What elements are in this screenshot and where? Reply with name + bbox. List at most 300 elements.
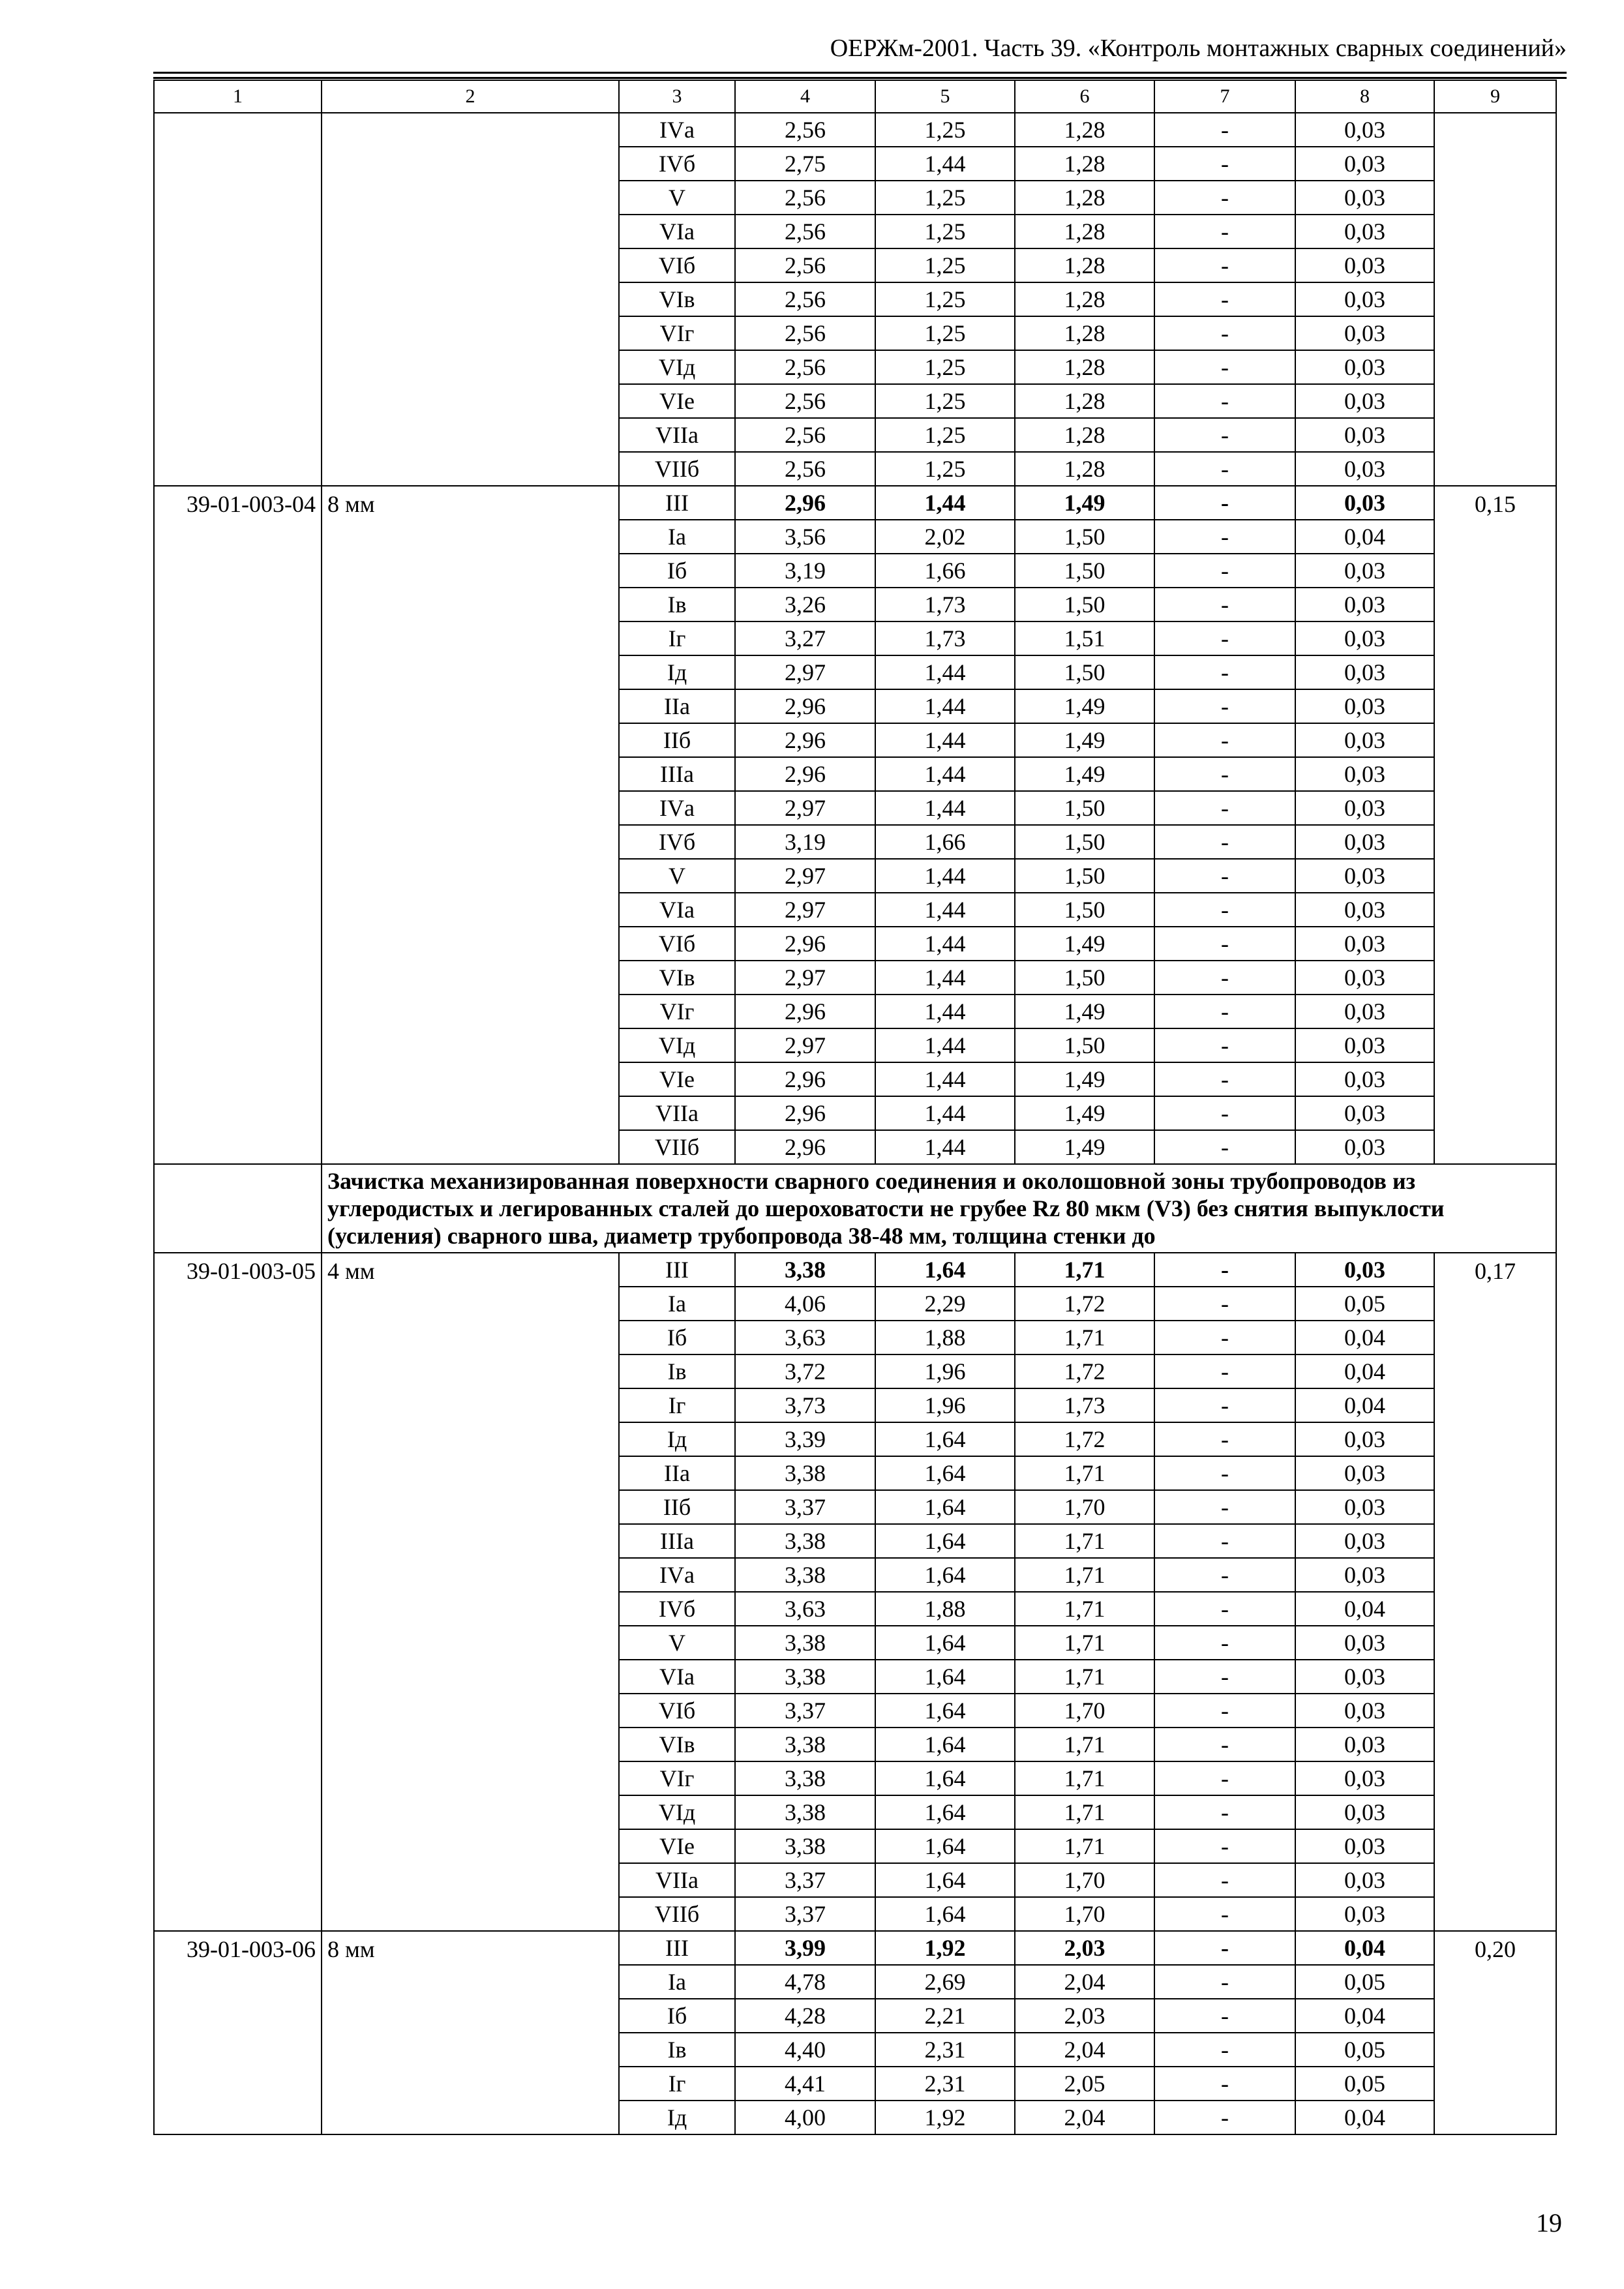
value-cell-col6: 1,50 <box>1015 588 1154 621</box>
column-number: 9 <box>1434 80 1556 113</box>
value-cell-col6: 1,28 <box>1015 147 1154 181</box>
territory-cell: IIа <box>619 689 735 723</box>
value-cell-col6: 1,49 <box>1015 689 1154 723</box>
value-cell-col8: 0,03 <box>1295 418 1434 452</box>
value-cell-col7: - <box>1154 1965 1295 1999</box>
territory-cell: V <box>619 859 735 893</box>
value-cell-col4: 2,96 <box>735 1130 875 1164</box>
value-cell-col5: 1,25 <box>875 282 1015 316</box>
value-cell-col4: 3,38 <box>735 1660 875 1694</box>
value-cell-col4: 3,38 <box>735 1524 875 1558</box>
value-cell-col7: - <box>1154 893 1295 927</box>
value-cell-col4: 2,97 <box>735 791 875 825</box>
value-cell-col8: 0,04 <box>1295 1321 1434 1354</box>
value-cell-col8: 0,05 <box>1295 2067 1434 2101</box>
value-cell-col5: 1,64 <box>875 1626 1015 1660</box>
value-cell-col7: - <box>1154 757 1295 791</box>
territory-cell: Iв <box>619 2033 735 2067</box>
value-cell-col8: 0,03 <box>1295 1062 1434 1096</box>
value-cell-col4: 3,37 <box>735 1490 875 1524</box>
value-cell-col5: 1,64 <box>875 1897 1015 1931</box>
value-cell-col7: - <box>1154 2101 1295 2134</box>
value-cell-col4: 3,26 <box>735 588 875 621</box>
value-cell-col8: 0,03 <box>1295 215 1434 248</box>
territory-cell: VIв <box>619 1728 735 1761</box>
value-cell-col5: 2,31 <box>875 2067 1015 2101</box>
value-cell-col6: 1,70 <box>1015 1897 1154 1931</box>
value-cell-col7: - <box>1154 316 1295 350</box>
value-cell-col5: 1,64 <box>875 1694 1015 1728</box>
value-cell-col4: 3,72 <box>735 1354 875 1388</box>
value-cell-col7: - <box>1154 1592 1295 1626</box>
column-number: 3 <box>619 80 735 113</box>
value-cell-col4: 3,73 <box>735 1388 875 1422</box>
value-cell-col4: 2,97 <box>735 655 875 689</box>
value-cell-col7: - <box>1154 588 1295 621</box>
value-cell-col4: 3,38 <box>735 1829 875 1863</box>
value-cell-col8: 0,05 <box>1295 2033 1434 2067</box>
value-cell-col7: - <box>1154 1456 1295 1490</box>
value-cell-col8: 0,03 <box>1295 147 1434 181</box>
value-cell-col8: 0,03 <box>1295 452 1434 486</box>
value-cell-col6: 1,28 <box>1015 384 1154 418</box>
value-cell-col5: 1,64 <box>875 1253 1015 1287</box>
value-cell-col5: 1,92 <box>875 1931 1015 1965</box>
value-cell-col4: 3,39 <box>735 1422 875 1456</box>
value-cell-col5: 1,25 <box>875 384 1015 418</box>
territory-cell: IIб <box>619 723 735 757</box>
value-cell-col6: 1,71 <box>1015 1558 1154 1592</box>
value-cell-col5: 1,44 <box>875 655 1015 689</box>
value-cell-col8: 0,04 <box>1295 1354 1434 1388</box>
value-cell-col7: - <box>1154 1999 1295 2033</box>
total-value: 0,17 <box>1434 1253 1556 1931</box>
value-cell-col6: 1,71 <box>1015 1626 1154 1660</box>
value-cell-col8: 0,03 <box>1295 1795 1434 1829</box>
territory-cell: VIа <box>619 215 735 248</box>
section-description: Зачистка механизированная поверхности сварного соединения и околошовной зоны трубопроводов из углеродистых и легированных сталей до шероховатости не грубее Rz 80 мкм (V3) без снятия выпуклости (усиления) сварного шва, диаметр трубопровода 38-48 мм, толщина стенки до <box>322 1164 1556 1253</box>
territory-cell: IVа <box>619 1558 735 1592</box>
value-cell-col7: - <box>1154 1863 1295 1897</box>
value-cell-col5: 1,66 <box>875 554 1015 588</box>
value-cell-col5: 1,44 <box>875 757 1015 791</box>
value-cell-col8: 0,03 <box>1295 1694 1434 1728</box>
value-cell-col4: 3,19 <box>735 554 875 588</box>
value-cell-col4: 2,56 <box>735 418 875 452</box>
column-number: 7 <box>1154 80 1295 113</box>
territory-cell: VIIб <box>619 1130 735 1164</box>
value-cell-col4: 3,99 <box>735 1931 875 1965</box>
value-cell-col5: 1,44 <box>875 486 1015 520</box>
value-cell-col8: 0,03 <box>1295 486 1434 520</box>
territory-cell: VIIб <box>619 1897 735 1931</box>
value-cell-col4: 4,78 <box>735 1965 875 1999</box>
value-cell-col7: - <box>1154 452 1295 486</box>
page-header: ОЕРЖм-2001. Часть 39. «Контроль монтажных сварных соединений» <box>830 35 1567 62</box>
value-cell-col8: 0,03 <box>1295 1130 1434 1164</box>
value-cell-col6: 1,28 <box>1015 215 1154 248</box>
value-cell-col8: 0,04 <box>1295 1592 1434 1626</box>
value-cell-col6: 1,50 <box>1015 961 1154 995</box>
value-cell-col4: 2,96 <box>735 927 875 961</box>
value-cell-col5: 1,96 <box>875 1354 1015 1388</box>
value-cell-col5: 1,64 <box>875 1863 1015 1897</box>
value-cell-col6: 2,03 <box>1015 1999 1154 2033</box>
value-cell-col8: 0,03 <box>1295 1829 1434 1863</box>
value-cell-col7: - <box>1154 1694 1295 1728</box>
value-cell-col4: 4,00 <box>735 2101 875 2134</box>
value-cell-col4: 3,38 <box>735 1728 875 1761</box>
territory-cell: V <box>619 181 735 215</box>
value-cell-col8: 0,03 <box>1295 1897 1434 1931</box>
territory-cell: IIб <box>619 1490 735 1524</box>
table-row <box>154 1931 1556 1965</box>
value-cell-col8: 0,03 <box>1295 859 1434 893</box>
value-cell-col4: 2,96 <box>735 995 875 1028</box>
territory-cell: III <box>619 1931 735 1965</box>
territory-cell: IVб <box>619 147 735 181</box>
value-cell-col5: 1,44 <box>875 689 1015 723</box>
value-cell-col6: 1,28 <box>1015 181 1154 215</box>
value-cell-col4: 2,96 <box>735 723 875 757</box>
value-cell-col6: 1,50 <box>1015 893 1154 927</box>
column-number-row <box>154 80 1556 113</box>
value-cell-col8: 0,03 <box>1295 316 1434 350</box>
header-rule-bottom <box>153 77 1567 79</box>
value-cell-col6: 1,28 <box>1015 113 1154 147</box>
territory-cell: VIIа <box>619 1096 735 1130</box>
value-cell-col5: 1,64 <box>875 1829 1015 1863</box>
territory-cell: IVа <box>619 113 735 147</box>
value-cell-col6: 1,50 <box>1015 859 1154 893</box>
value-cell-col5: 1,44 <box>875 1130 1015 1164</box>
value-cell-col7: - <box>1154 147 1295 181</box>
value-cell-col6: 1,28 <box>1015 418 1154 452</box>
column-number: 5 <box>875 80 1015 113</box>
territory-cell: VIв <box>619 961 735 995</box>
value-cell-col5: 1,66 <box>875 825 1015 859</box>
value-cell-col5: 1,44 <box>875 791 1015 825</box>
section-description-row <box>154 1164 1556 1253</box>
table-row <box>154 1253 1556 1287</box>
value-cell-col5: 1,44 <box>875 1096 1015 1130</box>
value-cell-col6: 1,49 <box>1015 1130 1154 1164</box>
value-cell-col8: 0,03 <box>1295 1626 1434 1660</box>
value-cell-col5: 1,64 <box>875 1660 1015 1694</box>
rate-code: 39-01-003-05 <box>154 1253 322 1931</box>
value-cell-col7: - <box>1154 723 1295 757</box>
value-cell-col8: 0,05 <box>1295 1287 1434 1321</box>
value-cell-col5: 1,44 <box>875 893 1015 927</box>
column-number: 8 <box>1295 80 1434 113</box>
value-cell-col6: 1,49 <box>1015 486 1154 520</box>
value-cell-col5: 1,96 <box>875 1388 1015 1422</box>
value-cell-col6: 1,49 <box>1015 723 1154 757</box>
value-cell-col5: 1,25 <box>875 113 1015 147</box>
territory-cell: VIв <box>619 282 735 316</box>
territory-cell: III <box>619 486 735 520</box>
value-cell-col6: 1,71 <box>1015 1524 1154 1558</box>
territory-cell: Iб <box>619 1999 735 2033</box>
value-cell-col7: - <box>1154 215 1295 248</box>
total-value: 0,20 <box>1434 1931 1556 2134</box>
value-cell-col5: 1,64 <box>875 1558 1015 1592</box>
territory-cell: VIд <box>619 350 735 384</box>
value-cell-col6: 1,71 <box>1015 1728 1154 1761</box>
territory-cell: Iа <box>619 520 735 554</box>
territory-cell: VIIб <box>619 452 735 486</box>
value-cell-col5: 2,69 <box>875 1965 1015 1999</box>
value-cell-col5: 1,64 <box>875 1761 1015 1795</box>
value-cell-col6: 1,28 <box>1015 282 1154 316</box>
value-cell-col4: 2,96 <box>735 1062 875 1096</box>
territory-cell: Iг <box>619 621 735 655</box>
value-cell-col5: 2,29 <box>875 1287 1015 1321</box>
value-cell-col6: 1,28 <box>1015 350 1154 384</box>
value-cell-col7: - <box>1154 2067 1295 2101</box>
value-cell-col6: 1,72 <box>1015 1354 1154 1388</box>
value-cell-col4: 3,37 <box>735 1863 875 1897</box>
rate-parameter: 4 мм <box>322 1253 619 1931</box>
value-cell-col8: 0,04 <box>1295 1388 1434 1422</box>
value-cell-col6: 2,03 <box>1015 1931 1154 1965</box>
value-cell-col8: 0,03 <box>1295 927 1434 961</box>
value-cell-col7: - <box>1154 1524 1295 1558</box>
value-cell-col7: - <box>1154 1490 1295 1524</box>
territory-cell: Iг <box>619 2067 735 2101</box>
value-cell-col5: 1,25 <box>875 248 1015 282</box>
rate-parameter <box>322 113 619 486</box>
value-cell-col8: 0,03 <box>1295 1863 1434 1897</box>
value-cell-col8: 0,03 <box>1295 1253 1434 1287</box>
value-cell-col4: 2,56 <box>735 215 875 248</box>
value-cell-col7: - <box>1154 384 1295 418</box>
territory-cell: VIIа <box>619 1863 735 1897</box>
rate-code: 39-01-003-04 <box>154 486 322 1164</box>
value-cell-col6: 1,71 <box>1015 1795 1154 1829</box>
rate-code <box>154 113 322 486</box>
value-cell-col7: - <box>1154 282 1295 316</box>
territory-cell: VIб <box>619 1694 735 1728</box>
value-cell-col7: - <box>1154 1795 1295 1829</box>
value-cell-col8: 0,03 <box>1295 1728 1434 1761</box>
value-cell-col7: - <box>1154 1253 1295 1287</box>
value-cell-col4: 2,56 <box>735 316 875 350</box>
page-number: 19 <box>1536 2208 1562 2237</box>
value-cell-col8: 0,04 <box>1295 2101 1434 2134</box>
value-cell-col4: 2,97 <box>735 1028 875 1062</box>
value-cell-col8: 0,03 <box>1295 757 1434 791</box>
value-cell-col4: 2,56 <box>735 282 875 316</box>
table-row <box>154 486 1556 520</box>
territory-cell: VIб <box>619 248 735 282</box>
value-cell-col5: 1,92 <box>875 2101 1015 2134</box>
territory-cell: IIIа <box>619 757 735 791</box>
territory-cell: IVа <box>619 791 735 825</box>
territory-cell: Iб <box>619 554 735 588</box>
column-number: 4 <box>735 80 875 113</box>
value-cell-col5: 2,31 <box>875 2033 1015 2067</box>
territory-cell: IIа <box>619 1456 735 1490</box>
value-cell-col4: 3,37 <box>735 1897 875 1931</box>
value-cell-col5: 1,64 <box>875 1490 1015 1524</box>
value-cell-col5: 1,25 <box>875 350 1015 384</box>
value-cell-col6: 1,71 <box>1015 1253 1154 1287</box>
value-cell-col4: 3,38 <box>735 1761 875 1795</box>
value-cell-col7: - <box>1154 1626 1295 1660</box>
value-cell-col8: 0,04 <box>1295 1931 1434 1965</box>
value-cell-col4: 3,63 <box>735 1321 875 1354</box>
rate-parameter: 8 мм <box>322 1931 619 2134</box>
value-cell-col5: 1,25 <box>875 316 1015 350</box>
value-cell-col7: - <box>1154 1660 1295 1694</box>
value-cell-col5: 1,44 <box>875 723 1015 757</box>
value-cell-col6: 1,71 <box>1015 1761 1154 1795</box>
value-cell-col6: 2,04 <box>1015 1965 1154 1999</box>
territory-cell: Iб <box>619 1321 735 1354</box>
value-cell-col4: 2,56 <box>735 452 875 486</box>
value-cell-col6: 1,50 <box>1015 1028 1154 1062</box>
value-cell-col7: - <box>1154 1931 1295 1965</box>
value-cell-col5: 1,25 <box>875 418 1015 452</box>
value-cell-col6: 1,50 <box>1015 520 1154 554</box>
value-cell-col8: 0,03 <box>1295 554 1434 588</box>
value-cell-col8: 0,03 <box>1295 1558 1434 1592</box>
total-value: 0,15 <box>1434 486 1556 1164</box>
value-cell-col8: 0,03 <box>1295 1660 1434 1694</box>
value-cell-col5: 1,44 <box>875 961 1015 995</box>
value-cell-col5: 1,25 <box>875 452 1015 486</box>
value-cell-col8: 0,03 <box>1295 791 1434 825</box>
value-cell-col7: - <box>1154 1321 1295 1354</box>
value-cell-col4: 2,56 <box>735 350 875 384</box>
territory-cell: Iд <box>619 655 735 689</box>
value-cell-col6: 2,04 <box>1015 2033 1154 2067</box>
value-cell-col4: 2,75 <box>735 147 875 181</box>
value-cell-col7: - <box>1154 995 1295 1028</box>
value-cell-col7: - <box>1154 859 1295 893</box>
value-cell-col6: 1,70 <box>1015 1863 1154 1897</box>
territory-cell: Iв <box>619 588 735 621</box>
value-cell-col7: - <box>1154 1558 1295 1592</box>
value-cell-col5: 1,64 <box>875 1524 1015 1558</box>
column-number: 1 <box>154 80 322 113</box>
value-cell-col6: 1,49 <box>1015 995 1154 1028</box>
header-rule-top <box>153 72 1567 74</box>
column-number: 6 <box>1015 80 1154 113</box>
value-cell-col8: 0,03 <box>1295 1028 1434 1062</box>
value-cell-col6: 1,28 <box>1015 452 1154 486</box>
value-cell-col8: 0,03 <box>1295 1524 1434 1558</box>
value-cell-col7: - <box>1154 961 1295 995</box>
value-cell-col4: 4,41 <box>735 2067 875 2101</box>
value-cell-col5: 1,44 <box>875 1062 1015 1096</box>
value-cell-col8: 0,03 <box>1295 248 1434 282</box>
territory-cell: VIг <box>619 995 735 1028</box>
value-cell-col4: 2,96 <box>735 757 875 791</box>
value-cell-col7: - <box>1154 1829 1295 1863</box>
value-cell-col4: 2,56 <box>735 384 875 418</box>
value-cell-col6: 1,71 <box>1015 1829 1154 1863</box>
territory-cell: Iв <box>619 1354 735 1388</box>
territory-cell: Iа <box>619 1287 735 1321</box>
value-cell-col5: 1,44 <box>875 147 1015 181</box>
value-cell-col8: 0,04 <box>1295 520 1434 554</box>
territory-cell: VIе <box>619 384 735 418</box>
value-cell-col7: - <box>1154 1728 1295 1761</box>
value-cell-col5: 1,64 <box>875 1795 1015 1829</box>
territory-cell: Iд <box>619 1422 735 1456</box>
value-cell-col6: 1,51 <box>1015 621 1154 655</box>
territory-cell: Iд <box>619 2101 735 2134</box>
value-cell-col6: 1,71 <box>1015 1660 1154 1694</box>
value-cell-col4: 3,38 <box>735 1795 875 1829</box>
value-cell-col7: - <box>1154 520 1295 554</box>
value-cell-col4: 4,40 <box>735 2033 875 2067</box>
rate-code: 39-01-003-06 <box>154 1931 322 2134</box>
value-cell-col5: 1,88 <box>875 1592 1015 1626</box>
value-cell-col4: 2,56 <box>735 181 875 215</box>
value-cell-col6: 2,04 <box>1015 2101 1154 2134</box>
value-cell-col8: 0,03 <box>1295 825 1434 859</box>
value-cell-col8: 0,03 <box>1295 384 1434 418</box>
value-cell-col5: 1,44 <box>875 995 1015 1028</box>
value-cell-col5: 1,88 <box>875 1321 1015 1354</box>
value-cell-col7: - <box>1154 791 1295 825</box>
value-cell-col8: 0,03 <box>1295 995 1434 1028</box>
value-cell-col4: 3,38 <box>735 1253 875 1287</box>
territory-cell: VIд <box>619 1028 735 1062</box>
value-cell-col4: 3,38 <box>735 1558 875 1592</box>
value-cell-col8: 0,03 <box>1295 181 1434 215</box>
value-cell-col8: 0,03 <box>1295 282 1434 316</box>
value-cell-col7: - <box>1154 350 1295 384</box>
territory-cell: VIе <box>619 1062 735 1096</box>
value-cell-col5: 1,73 <box>875 621 1015 655</box>
value-cell-col4: 3,27 <box>735 621 875 655</box>
value-cell-col7: - <box>1154 1761 1295 1795</box>
value-cell-col8: 0,03 <box>1295 1456 1434 1490</box>
territory-cell: III <box>619 1253 735 1287</box>
value-cell-col6: 1,28 <box>1015 248 1154 282</box>
value-cell-col6: 1,72 <box>1015 1287 1154 1321</box>
territory-cell: Iг <box>619 1388 735 1422</box>
value-cell-col7: - <box>1154 621 1295 655</box>
value-cell-col7: - <box>1154 1422 1295 1456</box>
value-cell-col4: 4,06 <box>735 1287 875 1321</box>
value-cell-col7: - <box>1154 2033 1295 2067</box>
value-cell-col6: 1,70 <box>1015 1490 1154 1524</box>
value-cell-col6: 2,05 <box>1015 2067 1154 2101</box>
territory-cell: VIб <box>619 927 735 961</box>
value-cell-col4: 3,37 <box>735 1694 875 1728</box>
value-cell-col8: 0,03 <box>1295 961 1434 995</box>
value-cell-col4: 2,96 <box>735 486 875 520</box>
empty-code-cell <box>154 1164 322 1253</box>
territory-cell: V <box>619 1626 735 1660</box>
value-cell-col7: - <box>1154 248 1295 282</box>
value-cell-col4: 4,28 <box>735 1999 875 2033</box>
value-cell-col6: 1,71 <box>1015 1321 1154 1354</box>
value-cell-col6: 1,49 <box>1015 1096 1154 1130</box>
value-cell-col6: 1,73 <box>1015 1388 1154 1422</box>
value-cell-col7: - <box>1154 418 1295 452</box>
value-cell-col4: 3,38 <box>735 1626 875 1660</box>
value-cell-col8: 0,03 <box>1295 621 1434 655</box>
value-cell-col8: 0,03 <box>1295 1422 1434 1456</box>
value-cell-col4: 2,97 <box>735 859 875 893</box>
territory-cell: VIIа <box>619 418 735 452</box>
